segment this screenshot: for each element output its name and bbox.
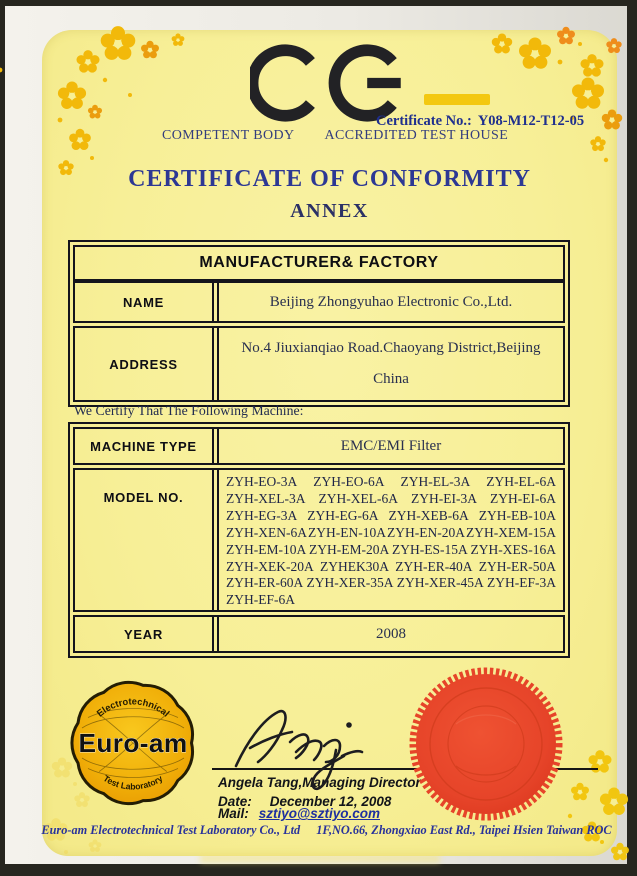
model-line [226, 491, 556, 508]
model-number: ZYH-XEN-6A [226, 524, 307, 540]
machine-type-label: MACHINE TYPE [75, 429, 214, 463]
model-number: ZYH-EF-6A [226, 592, 295, 608]
euroam-laboratory-seal [58, 668, 208, 818]
year-value: 2008 [217, 617, 563, 651]
model-number: ZYH-EG-6A [307, 507, 379, 523]
model-number: ZYH-XER-45A [396, 575, 484, 591]
model-number: ZYH-EF-3A [487, 575, 556, 591]
mail-value: sztiyo@sztiyo.com [258, 806, 380, 821]
annex-subtitle: ANNEX [290, 200, 369, 222]
model-number: ZYH-XEL-3A [226, 490, 306, 506]
model-number: ZYH-EN-20A [387, 524, 465, 540]
model-number: ZYH-EG-3A [226, 507, 298, 523]
mail-row [218, 806, 380, 821]
model-number: ZYH-EI-3A [411, 490, 477, 506]
table-row [73, 427, 565, 465]
signer-name-title: Angela Tang,Managing Director [218, 775, 421, 790]
red-embossed-seal [406, 664, 566, 824]
date-label: Date: [218, 794, 252, 809]
table-row [73, 615, 565, 653]
signature-handwriting [228, 704, 368, 792]
footer-address: 1F,NO.66, Zhongxiao East Rd., Taipei Hsien Taiwan ROC [316, 823, 612, 837]
model-number: ZYH-XES-16A [470, 541, 556, 557]
table-row [73, 468, 565, 612]
model-line [226, 542, 556, 559]
certificate-number-value: Y08-M12-T12-05 [477, 113, 585, 129]
model-line [226, 575, 556, 592]
model-number: ZYH-ER-40A [395, 558, 473, 574]
model-line [226, 592, 556, 609]
certify-statement: We Certify That The Following Machine: [74, 403, 304, 418]
model-number: ZYH-ER-50A [478, 558, 556, 574]
model-number: ZYH-EM-10A [226, 541, 307, 557]
model-number: ZYH-EN-10A [308, 524, 386, 540]
mail-label: Mail: [218, 806, 249, 821]
footer-company: Euro-am Electrotechnical Test Laboratory Co., Ltd [41, 823, 301, 837]
model-number: ZYHEK30A [319, 558, 389, 574]
date-value: December 12, 2008 [269, 794, 392, 809]
seal-bottom-text: Test Laboratory [101, 773, 165, 792]
certificate-number [376, 113, 584, 130]
model-number: ZYH-XEL-6A [318, 490, 398, 506]
gold-strip-decoration [424, 94, 490, 105]
manufacturer-table [68, 240, 570, 407]
model-number: ZYH-XEM-15A [466, 524, 556, 540]
model-number: ZYH-EI-6A [490, 490, 556, 506]
model-line [226, 559, 556, 576]
model-number: ZYH-EB-10A [478, 507, 556, 523]
model-number: ZYH-EL-3A [400, 474, 471, 489]
model-number: ZYH-EO-3A [226, 474, 298, 489]
model-number: ZYH-XER-35A [306, 575, 394, 591]
model-number: ZYH-EO-6A [313, 474, 385, 489]
ce-mark-icon [250, 44, 422, 122]
scan-glare-decoration [200, 854, 440, 863]
model-number: ZYH-EM-20A [309, 541, 390, 557]
model-line [226, 508, 556, 525]
model-no-label: MODEL NO. [75, 470, 214, 610]
address-line-1: No.4 Jiuxianqiao Road.Chaoyang District,Beijing [241, 340, 541, 356]
table-row [73, 326, 565, 402]
seal-top-text: Electrotechnical [94, 696, 172, 719]
table-row [73, 281, 565, 323]
year-label: YEAR [75, 617, 214, 651]
model-number: ZYH-EL-6A [486, 474, 556, 489]
model-number: ZYH-XEB-6A [388, 507, 469, 523]
accreditation-line [162, 128, 508, 144]
accredited-test-house-label: ACCREDITED TEST HOUSE [324, 128, 509, 143]
address-line-2: China [373, 371, 409, 387]
certificate-number-label: Certificate No.: [376, 113, 472, 129]
footer-line [34, 823, 619, 838]
seal-center-text: Euro-am [78, 728, 188, 758]
machine-type-value: EMC/EMI Filter [217, 429, 563, 463]
address-label: ADDRESS [75, 328, 214, 400]
address-value [217, 328, 563, 400]
model-number: ZYH-ER-60A [226, 575, 304, 591]
model-line [226, 474, 556, 491]
model-number: ZYH-ES-15A [392, 541, 468, 557]
manufacturer-table-header: MANUFACTURER& FACTORY [73, 245, 565, 281]
page-title: CERTIFICATE OF CONFORMITY [128, 166, 531, 192]
model-line [226, 525, 556, 542]
competent-body-label: COMPETENT BODY [162, 128, 295, 143]
machine-table [68, 422, 570, 658]
name-value: Beijing Zhongyuhao Electronic Co.,Ltd. [217, 283, 563, 321]
name-label: NAME [75, 283, 214, 321]
model-number: ZYH-XEK-20A [226, 558, 314, 574]
model-number-list [217, 470, 563, 610]
